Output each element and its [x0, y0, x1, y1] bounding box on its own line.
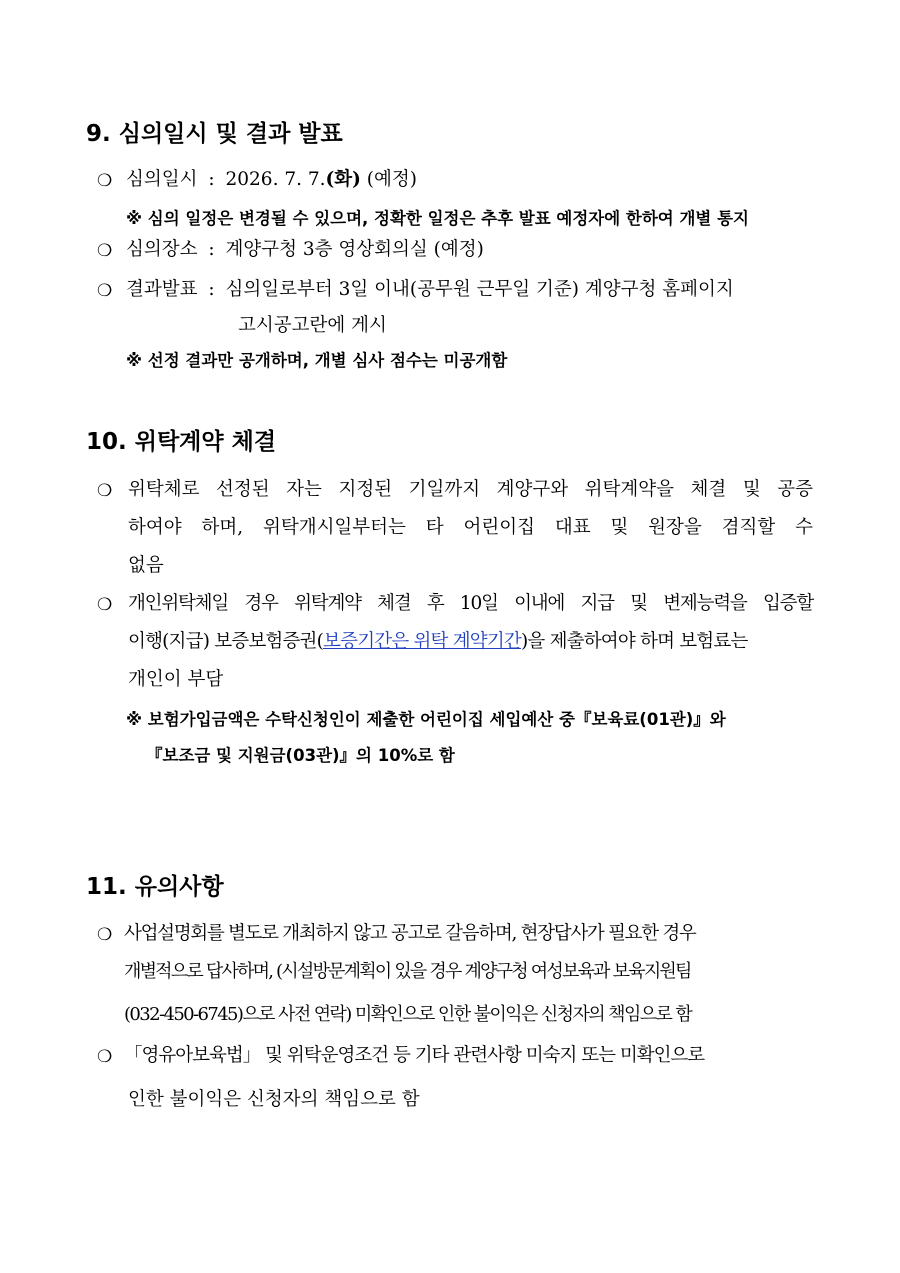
insurance-remark-line1: ※ 보험가입금액은 수탁신청인이 제출한 어린이집 세입예산 중『보육료(01관)』와: [126, 710, 726, 729]
notice-item2-line1: 「영유아보육법」 및 위탁운영조건 등 기타 관련사항 미숙지 또는 미확인으로: [124, 1045, 705, 1066]
colon: :: [208, 239, 215, 260]
result-value-line2: 고시공고란에 게시: [238, 315, 387, 336]
bullet-icon: ❍: [97, 1047, 113, 1067]
bullet-icon: ❍: [97, 925, 113, 945]
result-label: 결과발표: [126, 279, 198, 300]
datetime-label: 심의일시: [126, 169, 198, 190]
contract-item2-line1: 개인위탁체일 경우 위탁계약 체결 후 10일 이내에 지급 및 변제능력을 입증할: [128, 593, 813, 614]
guarantee-text-pre: 이행(지급) 보증보험증권(: [128, 631, 324, 652]
bullet-icon: ❍: [97, 595, 113, 615]
result-line: [126, 277, 734, 303]
bullet-icon: ❍: [97, 171, 113, 191]
datetime-date: 2026. 7. 7.: [225, 169, 326, 190]
datetime-remark: ※ 심의 일정은 변경될 수 있으며, 정확한 일정은 추후 발표 예정자에 한하여 개별 통지: [126, 209, 749, 228]
section-11-title: 11. 유의사항: [86, 874, 224, 900]
guarantee-period-link[interactable]: 보증기간은 위탁 계약기간: [323, 631, 521, 652]
place-value: 계양구청 3층 영상회의실 (예정): [225, 239, 484, 260]
result-remark: ※ 선정 결과만 공개하며, 개별 심사 점수는 미공개함: [126, 351, 508, 370]
colon: :: [208, 169, 215, 190]
colon: :: [208, 279, 215, 300]
notice-item1-line3: (032-450-6745)으로 사전 연락) 미확인으로 인한 불이익은 신청자의 책임으로 함: [124, 1004, 692, 1025]
contract-item2-line3: 개인이 부담: [128, 669, 224, 690]
contract-item1-line1: 위탁체로 선정된 자는 지정된 기일까지 계양구와 위탁계약을 체결 및 공증: [128, 479, 813, 500]
section-9-title: 9. 심의일시 및 결과 발표: [86, 121, 343, 147]
notice-item2-line2: 인한 불이익은 신청자의 책임으로 함: [128, 1089, 420, 1110]
place-label: 심의장소: [126, 239, 198, 260]
contract-item2-line2: [128, 629, 748, 655]
notice-item1-line1: 사업설명회를 별도로 개최하지 않고 공고로 갈음하며, 현장답사가 필요한 경우: [124, 923, 696, 944]
notice-item1-line2: 개별적으로 답사하며, (시설방문계획이 있을 경우 계양구청 여성보육과 보육지원팀: [124, 961, 691, 982]
datetime-day: (화): [325, 169, 361, 190]
contract-item1-line2: 하여야 하며, 위탁개시일부터는 타 어린이집 대표 및 원장을 겸직할 수: [128, 517, 813, 538]
bullet-icon: ❍: [97, 481, 113, 501]
datetime-note: (예정): [366, 169, 417, 190]
guarantee-text-post: )을 제출하여야 하며 보험료는: [521, 631, 748, 652]
contract-item1-line3: 없음: [128, 555, 164, 576]
section-10-title: 10. 위탁계약 체결: [86, 429, 277, 455]
bullet-icon: ❍: [97, 281, 113, 301]
place-line: [126, 237, 484, 263]
bullet-icon: ❍: [97, 241, 113, 261]
result-value-line1: 심의일로부터 3일 이내(공무원 근무일 기준) 계양구청 홈페이지: [225, 279, 734, 300]
insurance-remark-line2: 『보조금 및 지원금(03관)』의 10%로 함: [146, 746, 455, 765]
datetime-line: [126, 167, 417, 193]
